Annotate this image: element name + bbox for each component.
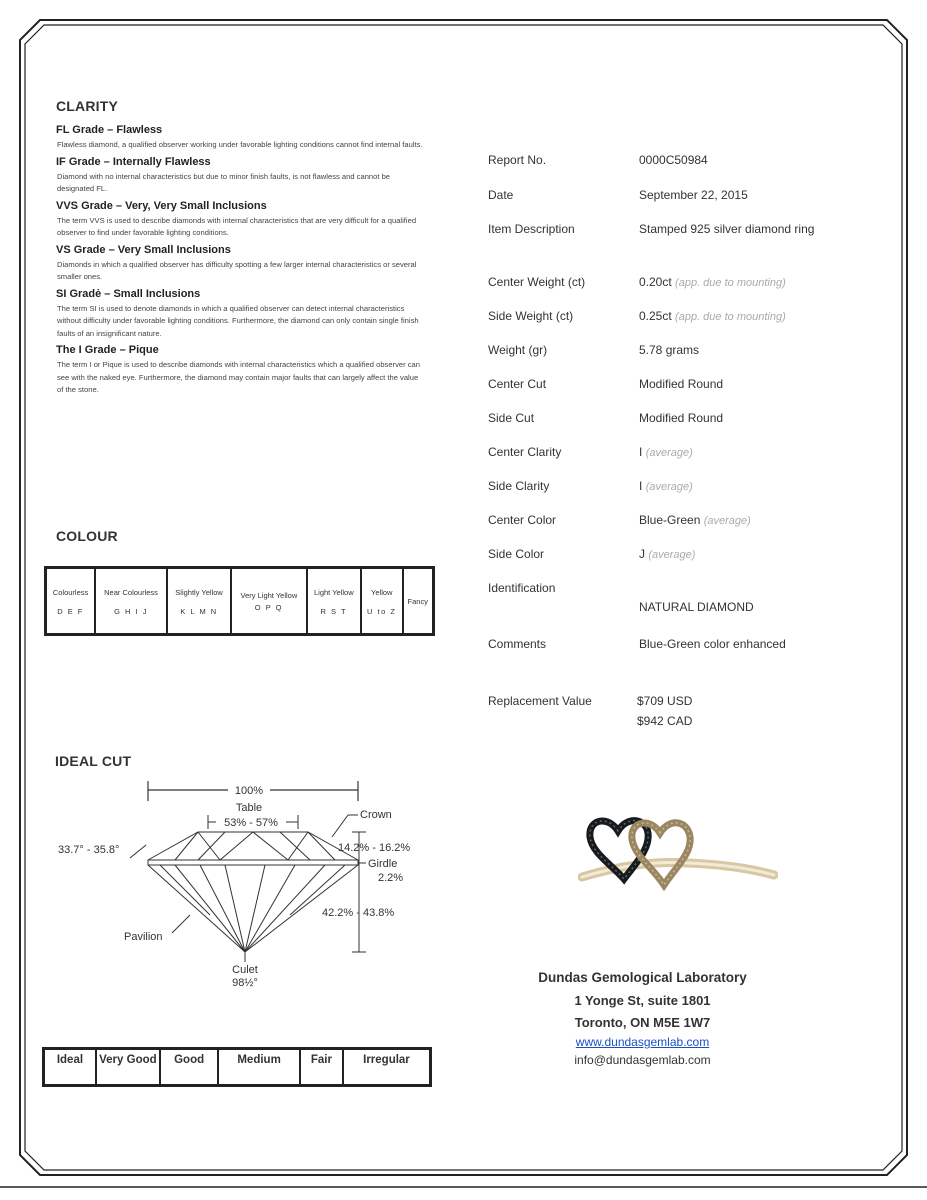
report-label: Replacement Value	[488, 694, 592, 708]
girdle-value-label: 2.2%	[378, 872, 404, 884]
report-value	[639, 547, 695, 561]
item-description-value: Stamped 925 silver diamond ring	[639, 222, 815, 236]
lab-name: Dundas Gemological Laboratory	[538, 970, 747, 985]
lab-address-line2: Toronto, ON M5E 1W7	[574, 1015, 711, 1030]
pavilion-label: Pavilion	[124, 931, 163, 943]
report-no-value: 0000C50984	[639, 153, 708, 167]
center-clarity-value: I	[639, 445, 643, 459]
crown-height-label: 14.2% - 16.2%	[338, 842, 411, 854]
report-value	[637, 694, 692, 708]
grade-title: VS Grade – Very Small Inclusions	[56, 243, 231, 256]
report-value	[639, 377, 723, 391]
report-value	[639, 445, 693, 459]
report-value	[639, 411, 723, 425]
lab-address-line1: 1 Yonge St, suite 1801	[574, 993, 711, 1008]
report-label: Center Clarity	[488, 445, 562, 459]
side-clarity-value: I	[639, 479, 643, 493]
report-label: Item Description	[488, 222, 575, 236]
replacement-value-usd: $709 USD	[637, 694, 693, 708]
replacement-value-cad: $942 CAD	[637, 714, 693, 728]
culet-label: Culet	[232, 964, 258, 976]
grade-description: The term VVS is used to describe diamonds with internal characteristics that are very difficult for a qualified observer to find under favorable lighting conditions.	[57, 215, 417, 237]
girdle-label: Girdle	[368, 858, 398, 870]
colour-name: Near Colourless	[104, 587, 158, 597]
colour-name: Slightly Yellow	[175, 587, 223, 597]
grade-description: Flawless diamond, a qualified observer working under favorable lighting conditions cannot find internal faults.	[57, 140, 423, 149]
side-color-note: (average)	[648, 549, 696, 561]
center-weight-note: (app. due to mounting)	[675, 277, 786, 289]
cut-grade-cell: Medium	[218, 1049, 300, 1085]
report-value	[639, 513, 751, 527]
report-value	[639, 309, 786, 323]
date-value: September 22, 2015	[639, 188, 748, 202]
colour-code: K L M N	[180, 606, 218, 616]
report-label: Weight (gr)	[488, 343, 548, 357]
report-label: Center Color	[488, 513, 557, 527]
cut-grade-cell: Fair	[300, 1049, 343, 1085]
report-label: Date	[488, 188, 514, 202]
ring-photo	[578, 805, 778, 905]
report-value	[639, 275, 786, 289]
colour-name: Colourless	[52, 587, 89, 597]
clarity-title: CLARITY	[56, 98, 119, 114]
table-range-label: 53% - 57%	[224, 817, 278, 829]
side-color-value: J	[639, 547, 645, 561]
ideal-cut-title: IDEAL CUT	[55, 753, 132, 769]
report-value	[639, 222, 814, 236]
report-value	[639, 343, 699, 357]
culet-value-label: 98½°	[232, 977, 258, 989]
side-clarity-note: (average)	[645, 481, 693, 493]
side-weight-note: (app. due to mounting)	[675, 311, 786, 323]
report-label: Identification	[488, 581, 556, 595]
center-cut-value: Modified Round	[639, 377, 724, 391]
total-width-label: 100%	[234, 785, 264, 797]
cut-grade-cell: Irregular	[343, 1049, 430, 1085]
report-label: Center Weight (ct)	[488, 275, 586, 289]
colour-name: Fancy	[407, 596, 428, 606]
report-label: Side Color	[488, 547, 545, 561]
colour-code: R S T	[320, 606, 348, 616]
weight-value: 5.78 grams	[639, 343, 700, 357]
cut-grade-cell: Good	[160, 1049, 218, 1085]
report-value	[639, 479, 693, 493]
table-label: Table	[235, 802, 263, 814]
report-value	[639, 637, 786, 651]
colour-name: Very Light Yellow	[240, 591, 298, 600]
grade-description: Diamonds in which a qualified observer has difficulty spotting a few larger internal characteristics or several smaller ones.	[57, 259, 417, 281]
colour-code: D E F	[57, 606, 84, 616]
crown-label: Crown	[360, 809, 392, 821]
report-label: Side Weight (ct)	[488, 309, 574, 323]
lab-website-link[interactable]: www.dundasgemlab.com	[575, 1035, 710, 1049]
colour-name: Yellow	[371, 587, 393, 597]
report-value	[639, 600, 754, 614]
grade-title: SI Gradė – Small Inclusions	[56, 287, 201, 300]
lab-email: info@dundasgemlab.com	[574, 1053, 711, 1067]
grade-description: Diamond with no internal characteristics but due to minor finish faults, is not flawless and cannot be designated FL.	[57, 171, 391, 193]
report-label: Center Cut	[488, 377, 547, 391]
colour-code: G H I J	[114, 606, 148, 616]
grade-title: IF Grade – Internally Flawless	[56, 155, 211, 168]
colour-title: COLOUR	[56, 528, 118, 544]
colour-name: Light Yellow	[314, 587, 354, 597]
cut-grade-cell: Ideal	[44, 1049, 96, 1085]
grade-title: VVS Grade – Very, Very Small Inclusions	[56, 199, 267, 212]
colour-code: O P Q	[254, 603, 283, 612]
identification-value: NATURAL DIAMOND	[639, 600, 754, 614]
center-clarity-note: (average)	[645, 447, 693, 459]
cut-grade-cell: Very Good	[96, 1049, 160, 1085]
report-label: Comments	[488, 637, 547, 651]
side-weight-value: 0.25ct	[639, 309, 672, 323]
center-weight-value: 0.20ct	[639, 275, 672, 289]
grade-description: The term SI is used to denote diamonds in which a qualified observer can detect internal characteristics without difficulty under favorable lighting conditions. Furthermore, the diamond can only contain single finish faults of an insignificant nature.	[57, 303, 419, 338]
crown-angle-label: 33.7° - 35.8°	[58, 844, 120, 856]
center-color-note: (average)	[703, 515, 751, 527]
report-value	[639, 153, 708, 167]
side-cut-value: Modified Round	[639, 411, 724, 425]
report-label: Report No.	[488, 153, 547, 167]
report-label: Side Clarity	[488, 479, 550, 493]
comments-value: Blue-Green color enhanced	[639, 637, 786, 651]
grade-title: FL Grade – Flawless	[56, 124, 163, 136]
report-value	[639, 188, 748, 202]
center-color-value: Blue-Green	[639, 513, 701, 527]
pavilion-depth-label: 42.2% - 43.8%	[322, 907, 395, 919]
report-label: Side Cut	[488, 411, 535, 425]
grade-title: The I Grade – Pique	[56, 344, 159, 356]
colour-code: U to Z	[367, 606, 397, 616]
grade-description: The term I or Pique is used to describe diamonds with internal characteristics which a qualified observer can see with the naked eye. Furthermore, the diamond may contain major faults that can largely affect the value of the stone.	[57, 360, 420, 394]
